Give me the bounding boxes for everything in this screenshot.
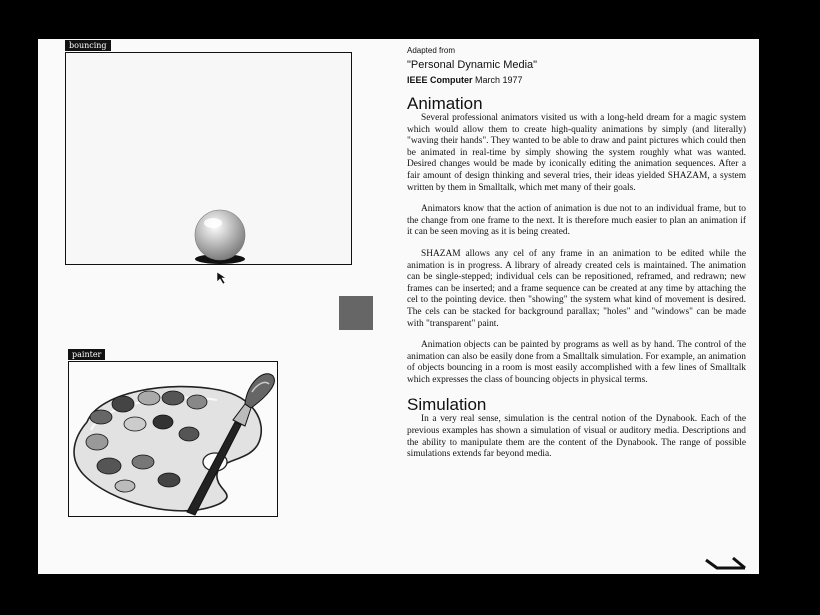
paragraph: Animators know that the action of animation is due not to an individual frame, but to the change from one frame to the next. It is therefore much easier to plan an animation if it can be seen moving as it is being created. <box>407 204 746 238</box>
section-heading-animation: Animation <box>407 94 483 113</box>
source-citation <box>407 75 746 85</box>
source-label: Adapted from <box>407 46 456 55</box>
bouncing-window-title-tab[interactable]: bouncing <box>65 40 111 51</box>
smalltalk-screen <box>38 39 759 574</box>
bouncing-window[interactable] <box>65 52 352 265</box>
painter-window[interactable] <box>68 361 278 517</box>
painter-window-title-tab[interactable]: painter <box>68 349 105 360</box>
page-turn-corner-icon[interactable] <box>703 554 749 572</box>
section-heading-simulation: Simulation <box>407 395 487 415</box>
source-citation-journal: IEEE Computer <box>407 75 473 85</box>
source-citation-date: March 1977 <box>475 75 523 85</box>
article-panel <box>407 43 746 471</box>
paragraph: Several professional animators visited us with a long-held dream for a magic system which would allow them to create high-quality animations by simply (and literally) "waving their hands". They wanted to be able to draw and paint pictures which could then be animated in real-time by simply showing the system roughly what was wanted. Desired changes would be made by iconically editing the animation sequences. After a fair amount of design thinking and several tries, their ideas yielded SHAZAM, a system written by them in Smalltalk, which met many of their goals. <box>407 113 746 193</box>
paragraph: SHAZAM allows any cel of any frame in an animation to be edited while the animation is in progress. A library of already created cels is maintained. The animation can be single-stepped; individual cels can be repositioned, reframed, and redrawn; new frames can be inserted; and a frame sequence can be created at any time by attaching the cel to the pointing device. then "showing" the system what kind of movement is desired. The cels can be stacked for background parallax; "holes" and "windows" can be made with "transparent" paint. <box>407 248 746 329</box>
gray-square-object[interactable] <box>339 296 373 330</box>
paragraph: Animation objects can be painted by programs as well as by hand. The control of the animation can also be easily done from a Smalltalk simulation. For example, an animation of objects bouncing in a room is most easily accomplished with a few lines of Smalltalk which expresses the class of bouncing objects in physical terms. <box>407 340 746 385</box>
arrow-cursor-icon <box>216 271 228 285</box>
paint-palette-icon <box>69 362 277 516</box>
bouncing-animation-canvas <box>66 53 351 264</box>
source-title: "Personal Dynamic Media" <box>407 59 538 71</box>
paragraph: In a very real sense, simulation is the central notion of the Dynabook. Each of the previous examples has shown a simulation of visual or auditory media. Descriptions and the ability to manipulate them are the content of the Dynabook. The range of possible simulations extends far beyond media. <box>407 414 746 460</box>
bouncing-ball-icon <box>195 210 245 260</box>
